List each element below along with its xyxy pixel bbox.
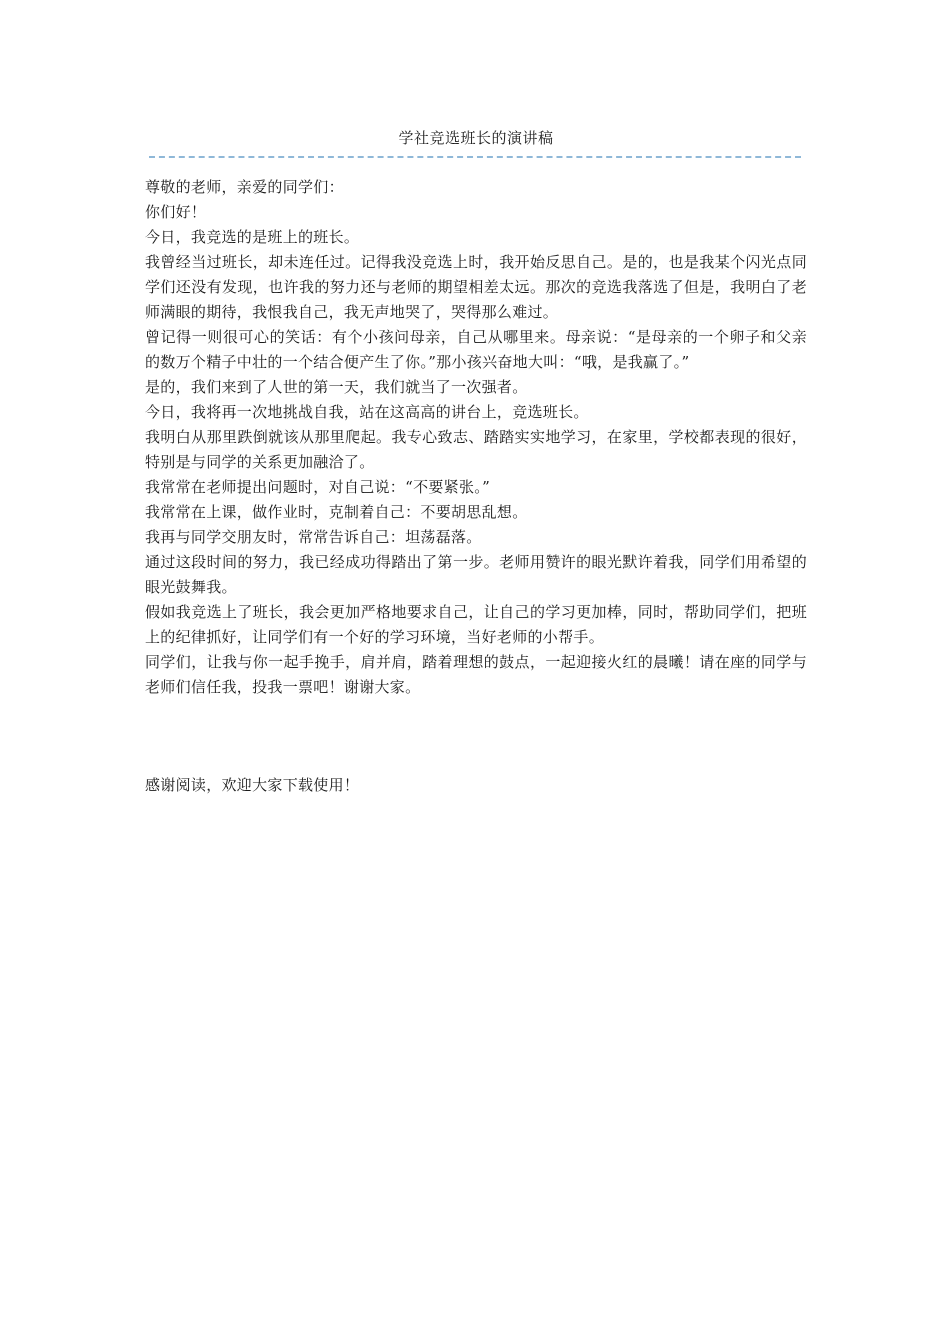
paragraph: 曾记得一则很可心的笑话：有个小孩问母亲，自己从哪里来。母亲说：“是母亲的一个卵子和父亲的数万个精子中壮的一个结合便产生了你。”那小孩兴奋地大叫：“哦，是我赢了。” — [145, 328, 807, 371]
paragraph: 今日，我竞选的是班上的班长。 — [145, 228, 360, 246]
closing-note: 感谢阅读，欢迎大家下载使用！ — [145, 776, 360, 794]
document-title: 学社竞选班长的演讲稿 — [398, 129, 554, 147]
paragraph: 尊敬的老师，亲爱的同学们： — [145, 178, 344, 196]
paragraph: 我常常在老师提出问题时，对自己说：“不要紧张。” — [145, 478, 491, 496]
title-divider — [149, 156, 801, 158]
paragraph: 假如我竞选上了班长，我会更加严格地要求自己，让自己的学习更加棒，同时，帮助同学们，把班上的纪律抓好，让同学们有一个好的学习环境，当好老师的小帮手。 — [145, 603, 807, 646]
paragraph: 今日，我将再一次地挑战自我，站在这高高的讲台上，竞选班长。 — [145, 403, 589, 421]
paragraph: 我常常在上课，做作业时，克制着自己：不要胡思乱想。 — [145, 503, 528, 521]
paragraph: 你们好！ — [145, 203, 207, 221]
paragraph: 我明白从那里跌倒就该从那里爬起。我专心致志、踏踏实实地学习，在家里，学校都表现的很好，特别是与同学的关系更加融洽了。 — [145, 428, 807, 471]
document-body — [145, 175, 807, 700]
paragraph: 同学们，让我与你一起手挽手，肩并肩，踏着理想的鼓点，一起迎接火红的晨曦！请在座的同学与老师们信任我，投我一票吧！谢谢大家。 — [145, 653, 807, 696]
paragraph: 我再与同学交朋友时，常常告诉自己：坦荡磊落。 — [145, 528, 482, 546]
paragraph: 我曾经当过班长，却未连任过。记得我没竞选上时，我开始反思自己。是的，也是我某个闪光点同学们还没有发现，也许我的努力还与老师的期望相差太远。那次的竞选我落选了但是，我明白了老师满眼的期待，我恨我自己，我无声地哭了，哭得那么难过。 — [145, 253, 807, 321]
paragraph: 通过这段时间的努力，我已经成功得踏出了第一步。老师用赞许的眼光默许着我，同学们用希望的眼光鼓舞我。 — [145, 553, 807, 596]
paragraph: 是的，我们来到了人世的第一天，我们就当了一次强者。 — [145, 378, 528, 396]
